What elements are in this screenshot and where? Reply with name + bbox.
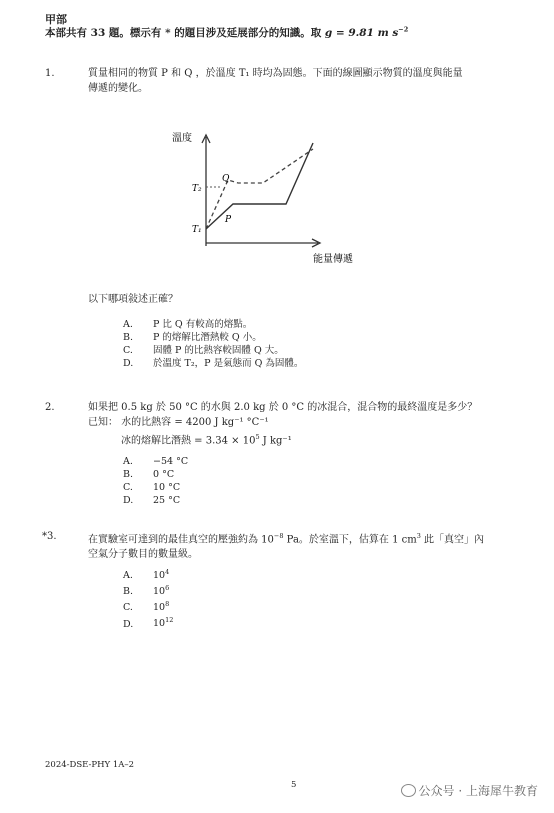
q2-given1: 水的比熱容 = 4200 J kg⁻¹ °C⁻¹ [121,417,269,428]
t2-label: T₂ [192,184,202,194]
q2-given-line1 [88,415,528,430]
p-label: P [225,215,232,225]
q2-given-label: 已知： [88,417,118,428]
q1-option-b: B. P 的熔解比潛熱較 Q 小。 [123,332,262,343]
q2-option-b: B. 0 °C [123,469,175,480]
q1-option-d: D. 於溫度 T₂，P 是氣態而 Q 為固體。 [123,358,304,369]
q1-options [123,318,303,370]
page-number: 5 [291,780,297,790]
q2-number: 2. [45,402,55,413]
q3-option-c: C. $10^8$ [123,600,170,614]
q3-text-line1: 在實驗室可達到的最佳真空的壓強約為 $10^{-8}$ Pa。於室溫下，估算在 1 $cm^3$ 此「真空」內 [88,532,485,546]
q3-text-line2: 空氣分子數目的數量級。 [88,549,198,561]
q2-text [88,400,528,448]
x-axis-label: 能量傳遞 [313,254,353,265]
gravity-exponent: −2 [398,25,409,34]
wechat-icon [401,784,416,797]
q2-option-d: D. 25 °C [123,495,181,506]
t1-label: T₁ [192,225,202,235]
q3-option-a: A. $10^4$ [123,568,170,582]
q3-option-d: D. $10^{12}$ [123,616,174,630]
q1-number: 1. [45,68,55,79]
q3-text [88,529,538,562]
paper-code: 2024-DSE-PHY 1A–2 [45,760,135,770]
q3-options [123,566,173,631]
watermark-text: 公众号 · 上海犀牛教育 [418,784,538,798]
q1-text [88,66,528,96]
p-curve [206,143,313,229]
q1-text-line2: 傳遞的變化。 [88,83,148,94]
section-title: 甲部 [45,13,67,26]
watermark [401,782,538,799]
q2-given-line2: 冰的熔解比潛熱 = $3.34 \times 10^5$ J kg⁻¹ [121,433,292,447]
q1-question: 以下哪項敍述正確？ [88,294,178,305]
q2-options [123,455,188,507]
y-axis-label: 溫度 [172,133,192,144]
q-label: Q [222,174,230,184]
gravity-value: g = 9.81 m s [324,27,399,39]
q1-text-line1: 質量相同的物質 P 和 Q ，於溫度 T₁ 時均為固態。下面的線圖顯示物質的溫度與能量 [88,68,463,79]
q1-graph [168,125,383,270]
q-curve [206,149,313,229]
section-instructions [45,25,408,40]
q1-option-a: A. P 比 Q 有較高的熔點。 [123,319,253,330]
q1-option-c: C. 固體 P 的比熱容較固體 Q 大。 [123,345,284,356]
q3-option-b: B. $10^6$ [123,584,170,598]
q2-option-a: A. −54 °C [123,456,189,467]
instructions-text: 本部共有 33 題。標示有 * 的題目涉及延展部分的知識。取 [45,27,325,39]
q2-text-line1: 如果把 0.5 kg 於 50 °C 的水與 2.0 kg 於 0 °C 的冰混合，混合物的最終溫度是多少？ [88,402,478,413]
q3-number: *3. [42,531,57,542]
q2-option-c: C. 10 °C [123,482,181,493]
